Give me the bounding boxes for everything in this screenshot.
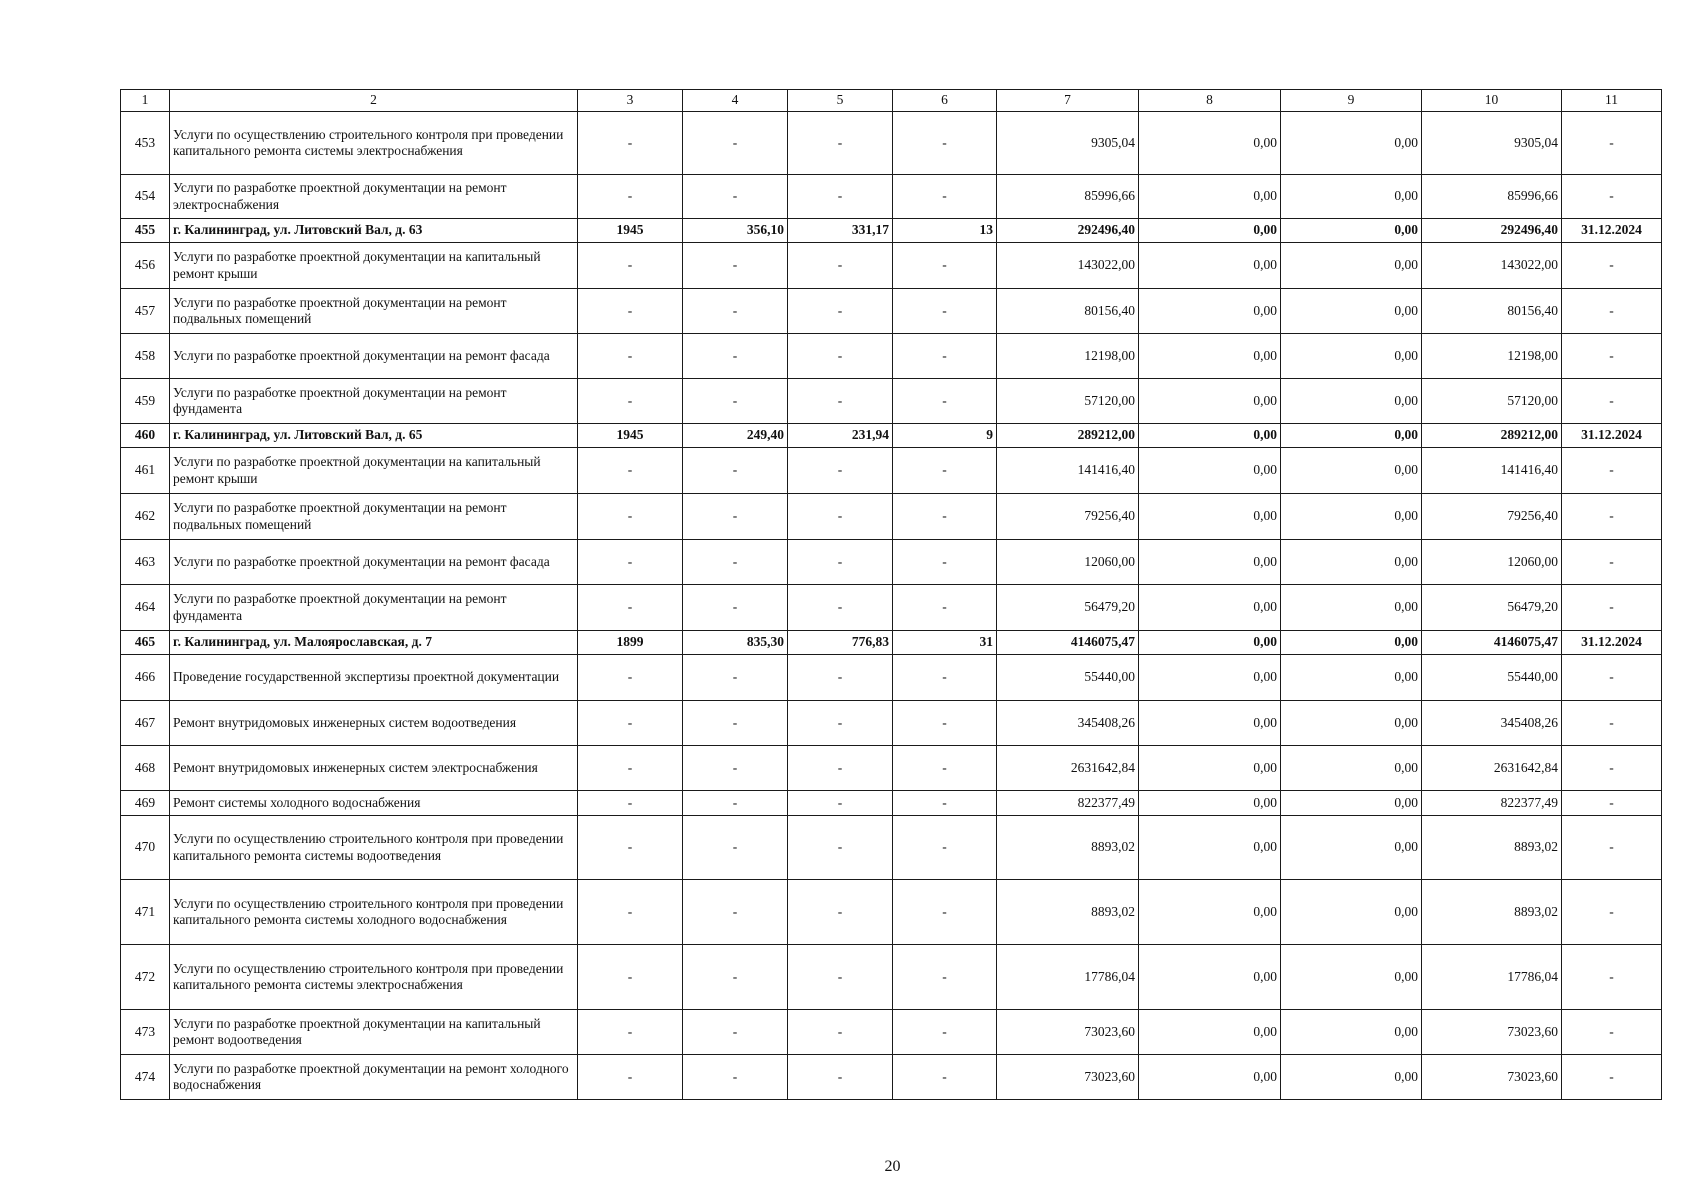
residents-cell: 13: [893, 219, 997, 243]
cost-owners-cell: 73023,60: [1422, 1055, 1562, 1100]
cost-owners-cell: 2631642,84: [1422, 746, 1562, 791]
cost-budget-cell: 0,00: [1281, 175, 1422, 219]
cost-budget-cell: 0,00: [1281, 701, 1422, 746]
cost-fund-cell: 0,00: [1139, 494, 1281, 540]
cost-total-cell: 73023,60: [997, 1010, 1139, 1055]
area-total-cell: 249,40: [683, 424, 788, 448]
work-item-row: [121, 816, 1662, 880]
row-number: 466: [121, 655, 170, 701]
work-item-row: [121, 494, 1662, 540]
area-total-cell: 356,10: [683, 219, 788, 243]
work-item-row: [121, 175, 1662, 219]
work-description: Услуги по осуществлению строительного контроля при проведении капитального ремонта системы электроснабжения: [170, 112, 578, 175]
residents-cell: -: [893, 540, 997, 585]
work-description: Услуги по разработке проектной документации на ремонт фасада: [170, 540, 578, 585]
work-description: г. Калининград, ул. Литовский Вал, д. 65: [170, 424, 578, 448]
cost-total-cell: 73023,60: [997, 1055, 1139, 1100]
area-total-cell: -: [683, 945, 788, 1010]
cost-budget-cell: 0,00: [1281, 585, 1422, 631]
work-description: г. Калининград, ул. Малоярославская, д. 7: [170, 631, 578, 655]
cost-total-cell: 8893,02: [997, 880, 1139, 945]
header-cell: 3: [578, 90, 683, 112]
area-total-cell: -: [683, 243, 788, 289]
residents-cell: -: [893, 791, 997, 816]
area-total-cell: -: [683, 540, 788, 585]
cost-fund-cell: 0,00: [1139, 791, 1281, 816]
area-total-cell: -: [683, 585, 788, 631]
area-total-cell: -: [683, 655, 788, 701]
cost-budget-cell: 0,00: [1281, 494, 1422, 540]
year-cell: 1945: [578, 424, 683, 448]
cost-fund-cell: 0,00: [1139, 746, 1281, 791]
deadline-cell: -: [1562, 585, 1662, 631]
header-cell: 10: [1422, 90, 1562, 112]
work-description: г. Калининград, ул. Литовский Вал, д. 63: [170, 219, 578, 243]
address-row: [121, 631, 1662, 655]
area-living-cell: -: [788, 655, 893, 701]
deadline-cell: -: [1562, 540, 1662, 585]
work-item-row: [121, 1055, 1662, 1100]
cost-budget-cell: 0,00: [1281, 880, 1422, 945]
deadline-cell: -: [1562, 175, 1662, 219]
cost-owners-cell: 143022,00: [1422, 243, 1562, 289]
row-number: 465: [121, 631, 170, 655]
cost-total-cell: 12060,00: [997, 540, 1139, 585]
work-description: Услуги по разработке проектной документации на ремонт подвальных помещений: [170, 494, 578, 540]
row-number: 457: [121, 289, 170, 334]
deadline-cell: -: [1562, 880, 1662, 945]
cost-fund-cell: 0,00: [1139, 379, 1281, 424]
area-living-cell: -: [788, 494, 893, 540]
work-description: Услуги по разработке проектной документации на ремонт фасада: [170, 334, 578, 379]
area-living-cell: -: [788, 112, 893, 175]
work-description: Ремонт внутридомовых инженерных систем электроснабжения: [170, 746, 578, 791]
area-living-cell: -: [788, 791, 893, 816]
work-description: Ремонт внутридомовых инженерных систем водоотведения: [170, 701, 578, 746]
deadline-cell: -: [1562, 945, 1662, 1010]
row-number: 470: [121, 816, 170, 880]
cost-budget-cell: 0,00: [1281, 655, 1422, 701]
cost-total-cell: 55440,00: [997, 655, 1139, 701]
row-number: 472: [121, 945, 170, 1010]
header-cell: 6: [893, 90, 997, 112]
work-item-row: [121, 379, 1662, 424]
residents-cell: -: [893, 746, 997, 791]
works-table: [120, 89, 1662, 1100]
area-total-cell: -: [683, 334, 788, 379]
area-total-cell: -: [683, 175, 788, 219]
row-number: 454: [121, 175, 170, 219]
cost-owners-cell: 822377,49: [1422, 791, 1562, 816]
residents-cell: -: [893, 701, 997, 746]
area-living-cell: 776,83: [788, 631, 893, 655]
residents-cell: -: [893, 494, 997, 540]
cost-owners-cell: 292496,40: [1422, 219, 1562, 243]
cost-budget-cell: 0,00: [1281, 1010, 1422, 1055]
work-description: Услуги по разработке проектной документации на капитальный ремонт крыши: [170, 243, 578, 289]
cost-budget-cell: 0,00: [1281, 540, 1422, 585]
work-description: Услуги по разработке проектной документации на капитальный ремонт водоотведения: [170, 1010, 578, 1055]
cost-owners-cell: 80156,40: [1422, 289, 1562, 334]
area-living-cell: 231,94: [788, 424, 893, 448]
year-cell: -: [578, 1055, 683, 1100]
cost-fund-cell: 0,00: [1139, 1055, 1281, 1100]
cost-owners-cell: 12060,00: [1422, 540, 1562, 585]
address-row: [121, 424, 1662, 448]
work-description: Услуги по разработке проектной документации на ремонт электроснабжения: [170, 175, 578, 219]
area-total-cell: -: [683, 112, 788, 175]
cost-owners-cell: 85996,66: [1422, 175, 1562, 219]
cost-budget-cell: 0,00: [1281, 1055, 1422, 1100]
deadline-cell: 31.12.2024: [1562, 219, 1662, 243]
residents-cell: -: [893, 289, 997, 334]
cost-owners-cell: 57120,00: [1422, 379, 1562, 424]
cost-fund-cell: 0,00: [1139, 655, 1281, 701]
area-total-cell: -: [683, 448, 788, 494]
area-total-cell: -: [683, 816, 788, 880]
deadline-cell: 31.12.2024: [1562, 424, 1662, 448]
row-number: 469: [121, 791, 170, 816]
cost-fund-cell: 0,00: [1139, 424, 1281, 448]
cost-total-cell: 80156,40: [997, 289, 1139, 334]
work-description: Ремонт системы холодного водоснабжения: [170, 791, 578, 816]
row-number: 461: [121, 448, 170, 494]
header-cell: 8: [1139, 90, 1281, 112]
area-total-cell: -: [683, 289, 788, 334]
header-cell: 11: [1562, 90, 1662, 112]
work-item-row: [121, 289, 1662, 334]
cost-budget-cell: 0,00: [1281, 746, 1422, 791]
header-cell: 7: [997, 90, 1139, 112]
cost-fund-cell: 0,00: [1139, 448, 1281, 494]
area-total-cell: -: [683, 1055, 788, 1100]
year-cell: -: [578, 655, 683, 701]
cost-fund-cell: 0,00: [1139, 585, 1281, 631]
deadline-cell: -: [1562, 816, 1662, 880]
row-number: 474: [121, 1055, 170, 1100]
year-cell: -: [578, 540, 683, 585]
residents-cell: -: [893, 243, 997, 289]
table-body: [121, 90, 1662, 1100]
cost-budget-cell: 0,00: [1281, 243, 1422, 289]
cost-total-cell: 56479,20: [997, 585, 1139, 631]
cost-budget-cell: 0,00: [1281, 631, 1422, 655]
cost-fund-cell: 0,00: [1139, 631, 1281, 655]
deadline-cell: -: [1562, 494, 1662, 540]
area-living-cell: -: [788, 816, 893, 880]
year-cell: 1899: [578, 631, 683, 655]
cost-owners-cell: 8893,02: [1422, 816, 1562, 880]
area-living-cell: 331,17: [788, 219, 893, 243]
work-item-row: [121, 655, 1662, 701]
cost-budget-cell: 0,00: [1281, 334, 1422, 379]
deadline-cell: -: [1562, 379, 1662, 424]
residents-cell: -: [893, 1010, 997, 1055]
cost-total-cell: 8893,02: [997, 816, 1139, 880]
cost-budget-cell: 0,00: [1281, 112, 1422, 175]
cost-fund-cell: 0,00: [1139, 112, 1281, 175]
area-living-cell: -: [788, 585, 893, 631]
row-number: 459: [121, 379, 170, 424]
residents-cell: -: [893, 945, 997, 1010]
cost-budget-cell: 0,00: [1281, 289, 1422, 334]
cost-owners-cell: 73023,60: [1422, 1010, 1562, 1055]
year-cell: -: [578, 1010, 683, 1055]
work-item-row: [121, 746, 1662, 791]
residents-cell: -: [893, 585, 997, 631]
cost-total-cell: 143022,00: [997, 243, 1139, 289]
cost-owners-cell: 55440,00: [1422, 655, 1562, 701]
header-cell: 1: [121, 90, 170, 112]
work-description: Услуги по разработке проектной документации на ремонт холодного водоснабжения: [170, 1055, 578, 1100]
deadline-cell: -: [1562, 1055, 1662, 1100]
cost-fund-cell: 0,00: [1139, 175, 1281, 219]
row-number: 471: [121, 880, 170, 945]
cost-owners-cell: 141416,40: [1422, 448, 1562, 494]
residents-cell: -: [893, 448, 997, 494]
year-cell: -: [578, 746, 683, 791]
cost-fund-cell: 0,00: [1139, 243, 1281, 289]
work-item-row: [121, 945, 1662, 1010]
work-item-row: [121, 880, 1662, 945]
row-number: 458: [121, 334, 170, 379]
area-living-cell: -: [788, 540, 893, 585]
row-number: 468: [121, 746, 170, 791]
work-item-row: [121, 243, 1662, 289]
year-cell: -: [578, 701, 683, 746]
cost-budget-cell: 0,00: [1281, 448, 1422, 494]
cost-fund-cell: 0,00: [1139, 816, 1281, 880]
cost-fund-cell: 0,00: [1139, 334, 1281, 379]
cost-owners-cell: 79256,40: [1422, 494, 1562, 540]
cost-budget-cell: 0,00: [1281, 424, 1422, 448]
year-cell: -: [578, 112, 683, 175]
deadline-cell: -: [1562, 289, 1662, 334]
area-living-cell: -: [788, 243, 893, 289]
residents-cell: -: [893, 1055, 997, 1100]
cost-total-cell: 141416,40: [997, 448, 1139, 494]
cost-total-cell: 4146075,47: [997, 631, 1139, 655]
cost-total-cell: 822377,49: [997, 791, 1139, 816]
cost-total-cell: 57120,00: [997, 379, 1139, 424]
cost-owners-cell: 289212,00: [1422, 424, 1562, 448]
cost-fund-cell: 0,00: [1139, 219, 1281, 243]
area-total-cell: 835,30: [683, 631, 788, 655]
cost-owners-cell: 17786,04: [1422, 945, 1562, 1010]
row-number: 467: [121, 701, 170, 746]
row-number: 473: [121, 1010, 170, 1055]
residents-cell: -: [893, 655, 997, 701]
cost-budget-cell: 0,00: [1281, 219, 1422, 243]
area-living-cell: -: [788, 945, 893, 1010]
year-cell: -: [578, 243, 683, 289]
row-number: 455: [121, 219, 170, 243]
page-number: 20: [884, 1158, 901, 1175]
area-living-cell: -: [788, 334, 893, 379]
deadline-cell: -: [1562, 334, 1662, 379]
area-living-cell: -: [788, 880, 893, 945]
deadline-cell: -: [1562, 112, 1662, 175]
cost-budget-cell: 0,00: [1281, 379, 1422, 424]
cost-owners-cell: 12198,00: [1422, 334, 1562, 379]
cost-total-cell: 9305,04: [997, 112, 1139, 175]
year-cell: -: [578, 585, 683, 631]
residents-cell: 9: [893, 424, 997, 448]
cost-owners-cell: 56479,20: [1422, 585, 1562, 631]
cost-budget-cell: 0,00: [1281, 791, 1422, 816]
work-item-row: [121, 540, 1662, 585]
cost-fund-cell: 0,00: [1139, 880, 1281, 945]
year-cell: -: [578, 289, 683, 334]
area-living-cell: -: [788, 701, 893, 746]
residents-cell: -: [893, 175, 997, 219]
deadline-cell: -: [1562, 791, 1662, 816]
cost-budget-cell: 0,00: [1281, 945, 1422, 1010]
column-number-header-row: [121, 90, 1662, 112]
work-item-row: [121, 791, 1662, 816]
year-cell: -: [578, 880, 683, 945]
row-number: 463: [121, 540, 170, 585]
area-living-cell: -: [788, 289, 893, 334]
residents-cell: -: [893, 334, 997, 379]
cost-total-cell: 292496,40: [997, 219, 1139, 243]
year-cell: -: [578, 448, 683, 494]
cost-fund-cell: 0,00: [1139, 540, 1281, 585]
deadline-cell: -: [1562, 701, 1662, 746]
cost-budget-cell: 0,00: [1281, 816, 1422, 880]
area-living-cell: -: [788, 1055, 893, 1100]
area-total-cell: -: [683, 880, 788, 945]
cost-owners-cell: 4146075,47: [1422, 631, 1562, 655]
work-item-row: [121, 1010, 1662, 1055]
area-total-cell: -: [683, 1010, 788, 1055]
work-item-row: [121, 334, 1662, 379]
deadline-cell: 31.12.2024: [1562, 631, 1662, 655]
area-total-cell: -: [683, 791, 788, 816]
area-living-cell: -: [788, 746, 893, 791]
cost-total-cell: 85996,66: [997, 175, 1139, 219]
header-cell: 2: [170, 90, 578, 112]
cost-fund-cell: 0,00: [1139, 1010, 1281, 1055]
cost-total-cell: 12198,00: [997, 334, 1139, 379]
cost-owners-cell: 8893,02: [1422, 880, 1562, 945]
year-cell: -: [578, 945, 683, 1010]
area-living-cell: -: [788, 1010, 893, 1055]
cost-fund-cell: 0,00: [1139, 701, 1281, 746]
residents-cell: -: [893, 112, 997, 175]
deadline-cell: -: [1562, 448, 1662, 494]
area-total-cell: -: [683, 379, 788, 424]
row-number: 464: [121, 585, 170, 631]
deadline-cell: -: [1562, 655, 1662, 701]
row-number: 453: [121, 112, 170, 175]
area-total-cell: -: [683, 701, 788, 746]
cost-fund-cell: 0,00: [1139, 289, 1281, 334]
year-cell: -: [578, 379, 683, 424]
area-total-cell: -: [683, 746, 788, 791]
year-cell: -: [578, 791, 683, 816]
work-description: Услуги по разработке проектной документации на капитальный ремонт крыши: [170, 448, 578, 494]
work-description: Проведение государственной экспертизы проектной документации: [170, 655, 578, 701]
row-number: 462: [121, 494, 170, 540]
area-living-cell: -: [788, 379, 893, 424]
cost-total-cell: 79256,40: [997, 494, 1139, 540]
area-living-cell: -: [788, 175, 893, 219]
work-item-row: [121, 112, 1662, 175]
work-item-row: [121, 448, 1662, 494]
cost-fund-cell: 0,00: [1139, 945, 1281, 1010]
cost-total-cell: 17786,04: [997, 945, 1139, 1010]
work-item-row: [121, 701, 1662, 746]
cost-owners-cell: 9305,04: [1422, 112, 1562, 175]
cost-total-cell: 289212,00: [997, 424, 1139, 448]
cost-total-cell: 345408,26: [997, 701, 1139, 746]
residents-cell: -: [893, 880, 997, 945]
cost-total-cell: 2631642,84: [997, 746, 1139, 791]
header-cell: 4: [683, 90, 788, 112]
year-cell: -: [578, 175, 683, 219]
header-cell: 9: [1281, 90, 1422, 112]
area-living-cell: -: [788, 448, 893, 494]
header-cell: 5: [788, 90, 893, 112]
year-cell: -: [578, 334, 683, 379]
residents-cell: -: [893, 816, 997, 880]
address-row: [121, 219, 1662, 243]
year-cell: -: [578, 816, 683, 880]
area-total-cell: -: [683, 494, 788, 540]
row-number: 460: [121, 424, 170, 448]
residents-cell: -: [893, 379, 997, 424]
work-description: Услуги по разработке проектной документации на ремонт фундамента: [170, 379, 578, 424]
row-number: 456: [121, 243, 170, 289]
year-cell: -: [578, 494, 683, 540]
residents-cell: 31: [893, 631, 997, 655]
year-cell: 1945: [578, 219, 683, 243]
work-description: Услуги по осуществлению строительного контроля при проведении капитального ремонта системы холодного водоснабжения: [170, 880, 578, 945]
deadline-cell: -: [1562, 1010, 1662, 1055]
cost-owners-cell: 345408,26: [1422, 701, 1562, 746]
work-item-row: [121, 585, 1662, 631]
work-description: Услуги по разработке проектной документации на ремонт фундамента: [170, 585, 578, 631]
work-description: Услуги по осуществлению строительного контроля при проведении капитального ремонта системы водоотведения: [170, 816, 578, 880]
deadline-cell: -: [1562, 243, 1662, 289]
deadline-cell: -: [1562, 746, 1662, 791]
work-description: Услуги по осуществлению строительного контроля при проведении капитального ремонта системы электроснабжения: [170, 945, 578, 1010]
work-description: Услуги по разработке проектной документации на ремонт подвальных помещений: [170, 289, 578, 334]
